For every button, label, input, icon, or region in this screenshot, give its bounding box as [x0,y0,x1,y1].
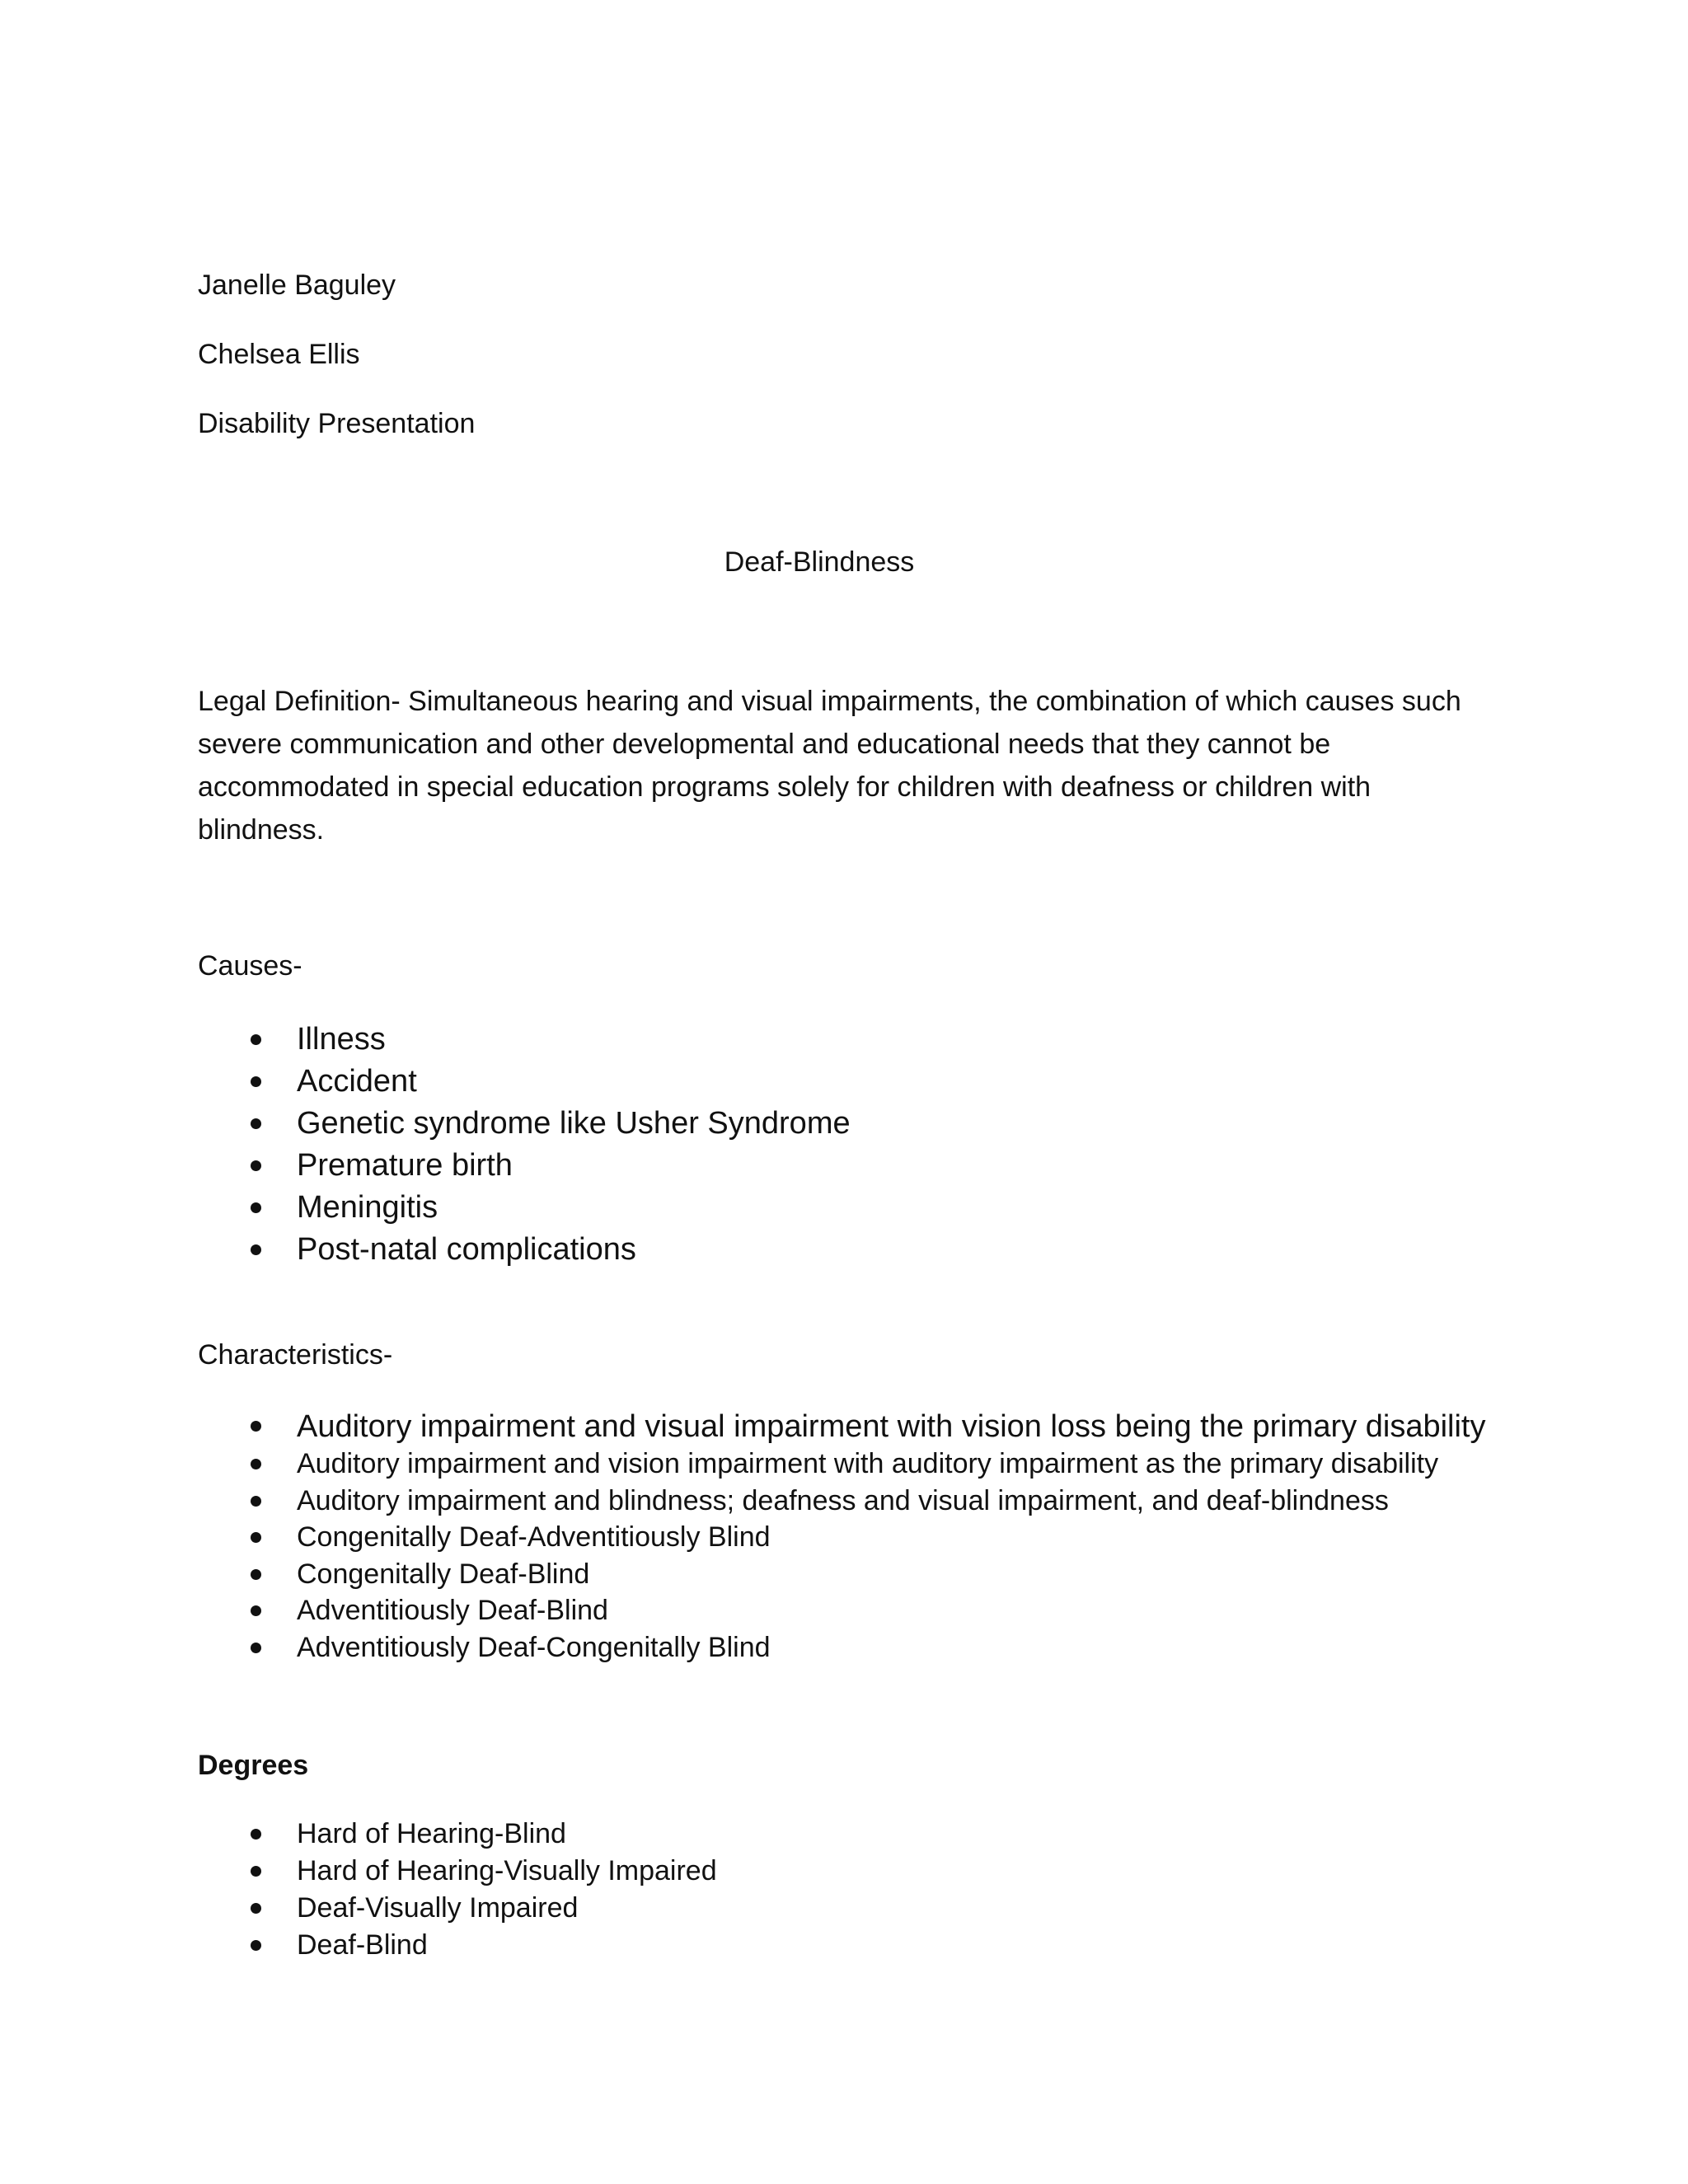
document-title: Deaf-Blindness [724,546,915,578]
bullet-icon [251,1076,261,1087]
list-item: Auditory impairment and blindness; deafness and visual impairment, and deaf-blindness [198,1483,1485,1520]
list-item: Adventitiously Deaf-Blind [198,1592,1485,1629]
bullet-icon [251,1532,261,1543]
list-item: Hard of Hearing-Blind [198,1816,717,1853]
bullet-icon [251,1903,261,1914]
causes-heading: Causes- [198,950,302,982]
list-item: Hard of Hearing-Visually Impaired [198,1853,717,1890]
bullet-icon [251,1569,261,1580]
degrees-heading: Degrees [198,1750,309,1781]
bullet-icon [251,1496,261,1507]
bullet-icon [251,1160,261,1171]
characteristics-list [198,1408,1485,1666]
author-name-2: Chelsea Ellis [198,339,360,370]
characteristics-heading: Characteristics- [198,1339,393,1371]
list-item: Meningitis [198,1187,851,1229]
bullet-icon [251,1940,261,1951]
author-name-1: Janelle Baguley [198,269,396,301]
causes-list [198,1019,851,1271]
legal-definition-paragraph: Legal Definition- Simultaneous hearing and visual impairments, the combination of which causes such severe communication and other developmental and educational needs that they cannot be accommodated in special education programs solely for children with deafness or children with blindness. [198,686,1461,846]
list-item: Accident [198,1061,851,1103]
list-item: Congenitally Deaf-Adventitiously Blind [198,1519,1485,1556]
bullet-icon [251,1643,261,1653]
bullet-icon [251,1244,261,1255]
degrees-list [198,1816,717,1964]
bullet-icon [251,1829,261,1840]
bullet-icon [251,1118,261,1129]
list-item: Premature birth [198,1145,851,1187]
list-item: Auditory impairment and vision impairment with auditory impairment as the primary disability [198,1446,1485,1483]
list-item: Deaf-Visually Impaired [198,1890,717,1927]
list-item: Genetic syndrome like Usher Syndrome [198,1103,851,1145]
course-title: Disability Presentation [198,408,476,439]
bullet-icon [251,1605,261,1616]
list-item: Auditory impairment and visual impairment with vision loss being the primary disability [198,1408,1485,1446]
list-item: Deaf-Blind [198,1927,717,1964]
bullet-icon [251,1459,261,1469]
list-item: Post-natal complications [198,1229,851,1271]
bullet-icon [251,1034,261,1045]
list-item: Adventitiously Deaf-Congenitally Blind [198,1629,1485,1666]
bullet-icon [251,1866,261,1877]
list-item: Illness [198,1019,851,1061]
bullet-icon [251,1421,261,1432]
list-item: Congenitally Deaf-Blind [198,1556,1485,1593]
bullet-icon [251,1202,261,1213]
